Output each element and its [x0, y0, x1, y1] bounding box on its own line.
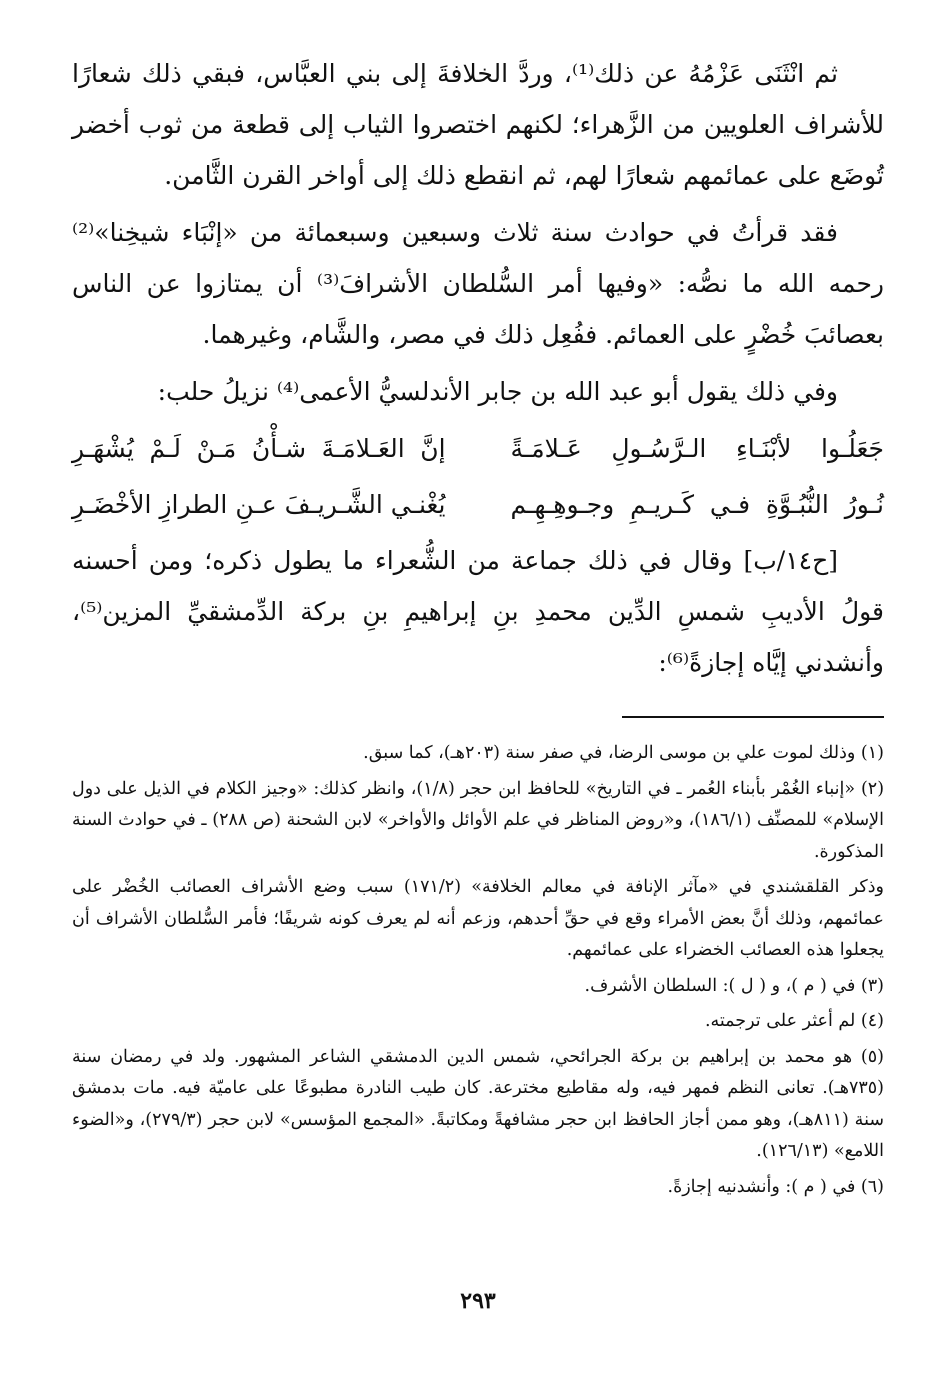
- page-number: ٢٩٣: [460, 1288, 496, 1314]
- book-page: [72, 48, 884, 1338]
- footnote-2-continuation: وذكر القلقشندي في «مآثر الإنافة في معالم الخلافة» (١٧١/٢) سبب وضع الأشراف العصائب الخُضْر على عمائمهم، وذلك أنَّ بعض الأمراء وقع في حقِّ أحدهم، وزعم أنه لم يعرف كونه شريفًا؛ فأمر السُّلطان الأشراف أن يجعلوا هذه العصائب الخضراء على عمائمهم.: [72, 877, 884, 960]
- footnote-6: (٦) في ( م ): وأنشدنيه إجازةً.: [667, 1176, 884, 1197]
- poem-verses: [72, 421, 884, 533]
- body-paragraph-2: فقد قرأتُ في حوادث سنة ثلاث وسبعين وسبعمائة من «إنْبَاء شيخِنا»⁽²⁾ رحمه الله ما نصُّه: «وفيها أمر السُّلطان الأشرافَ⁽³⁾ أن يمتازوا عن الناس بعصائبَ خُضْرٍ على العمائم. ففُعِل ذلك في مصر، والشَّام، وغيرهما.: [72, 218, 885, 349]
- body-paragraph-1: ثم انْثَنَى عَزْمُهُ عن ذلك⁽¹⁾، وردَّ الخلافةَ إلى بني العبَّاس، فبقي ذلك شعارًا للأشراف العلويين من الزَّهراء؛ لكنهم اختصروا الثياب إلى قطعة من ثوب أخضر تُوضَع على عمائمهم شعارًا لهم، ثم انقطع ذلك إلى أواخر القرن الثَّامن.: [72, 59, 884, 190]
- verse-1: [72, 421, 884, 477]
- footnote-4: (٤) لم أعثر على ترجمته.: [704, 1011, 884, 1031]
- verse-1-first-hemistich: جَعَلُـوا لأبْنَـاءِ الـرَّسُـولِ عَـلامَـةً: [510, 434, 884, 463]
- footnote-5: (٥) هو محمد بن إبراهيم بن بركة الجرائحي، شمس الدين الدمشقي الشاعر المشهور. ولد في رمضان سنة (٧٣٥هـ). تعانى النظم فمهر فيه، وله مقاطيع مخترعة. كان طيب النادرة مطبوعًا على عاميّة فيه. مات بدمشق سنة (٨١١هـ)، وهو ممن أجاز الحافظ ابن حجر مشافهةً ومكاتبةً. «المجمع المؤسس» لابن حجر (٢٧٩/٣)، و«الضوء اللامع» (١٢٦/١٣).: [72, 1046, 885, 1161]
- verse-2-second-hemistich: يُغْنـي الشَّـريـفَ عـنِ الطرازِ الأخْضَـرِ: [72, 490, 446, 519]
- verse-2-first-hemistich: نُـورُ النُّبُـوَّةِ فـي كَـريـمِ وجـوهِـهِـم: [510, 490, 884, 519]
- verse-1-second-hemistich: إنَّ العَـلامَـةَ شـأْنُ مَـنْ لَـمْ يُشْهَـرِ: [72, 434, 446, 463]
- footnote-separator: [622, 716, 884, 718]
- verse-2: [72, 477, 884, 533]
- footnote-2: (٢) «إنباء الغُمْر بأبناء العُمر ـ في التاريخ» للحافظ ابن حجر (١/٨)، وانظر كذلك: «وجيز الكلام في الذيل على دول الإسلام» للمصنِّف (١٨٦/١)، و«روض المناظر في علم الأوائل والأواخر» لابن الشحنة (ص ٢٨٨) ـ في حوادث السنة المذكورة.: [72, 778, 885, 862]
- footnote-1: (١) وذلك لموت علي بن موسى الرضا، في صفر سنة (٢٠٣هـ)، كما سبق.: [363, 743, 884, 763]
- footnote-3: (٣) في ( م )، و ( ل ): السلطان الأشرف.: [584, 975, 884, 996]
- body-paragraph-4: [ح١٤/ب] وقال في ذلك جماعة من الشُّعراء ما يطول ذكره؛ ومن أحسنه قولُ الأديبِ شمسِ الدِّين محمدِ بنِ إبراهيمِ بنِ بركة الدِّمشقيِّ المزين⁽⁵⁾، وأنشدني إيَّاه إجازةً⁽⁶⁾:: [72, 546, 884, 677]
- body-paragraph-3: وفي ذلك يقول أبو عبد الله بن جابر الأندلسيُّ الأعمى⁽⁴⁾ نزيلُ حلب:: [157, 377, 838, 406]
- footnotes: [72, 738, 884, 1207]
